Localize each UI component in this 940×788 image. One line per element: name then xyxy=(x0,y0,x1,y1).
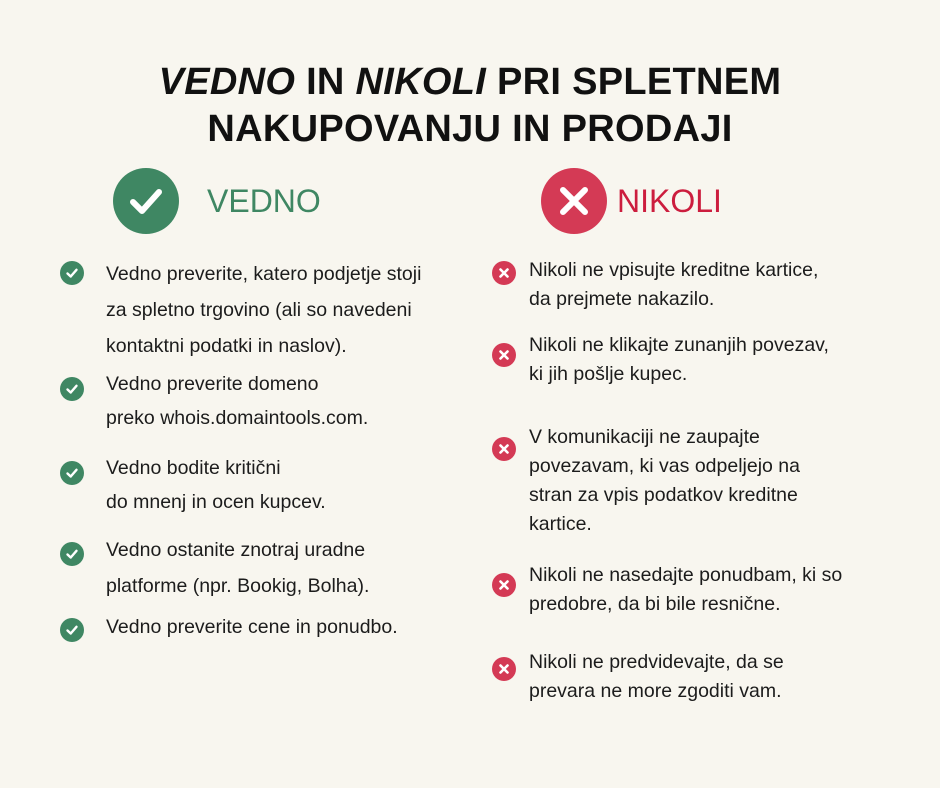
never-item xyxy=(492,426,909,539)
always-item xyxy=(60,373,461,435)
never-column-header xyxy=(541,168,722,234)
always-item xyxy=(60,614,461,642)
title-rest: PRI SPLETNEM xyxy=(496,61,782,104)
check-icon xyxy=(60,461,84,485)
title-word-in: IN xyxy=(306,61,345,104)
never-item xyxy=(492,257,909,314)
never-item-text: Nikoli ne predvidevajte, da se prevara ne more zgoditi vam. xyxy=(529,651,784,702)
cross-icon xyxy=(492,261,516,285)
cross-icon xyxy=(492,437,516,461)
always-item-text: Vedno preverite, katero podjetje stoji za spletno trgovino (ali so navedeni kontaktni podatki in naslov). xyxy=(106,263,422,357)
title-word-always: VEDNO xyxy=(158,61,296,104)
cross-circle-icon xyxy=(541,168,607,234)
cross-icon xyxy=(492,657,516,681)
always-column-label: VEDNO xyxy=(207,182,321,219)
never-item xyxy=(492,653,909,706)
always-item xyxy=(60,257,461,364)
never-item-text: Nikoli ne nasedajte ponudbam, ki so predobre, da bi bile resnične. xyxy=(529,564,843,615)
always-item-text: Vedno ostanite znotraj uradne platforme (npr. Bookig, Bolha). xyxy=(106,539,370,597)
never-item-text: Nikoli ne klikajte zunanjih povezav, ki jih pošlje kupec. xyxy=(529,334,829,385)
cross-icon xyxy=(492,573,516,597)
check-icon xyxy=(60,618,84,642)
always-item-text: Vedno preverite domeno preko whois.domaintools.com. xyxy=(106,373,369,429)
check-icon xyxy=(60,542,84,566)
cross-icon xyxy=(492,343,516,367)
always-item xyxy=(60,538,461,604)
always-item-text: Vedno preverite cene in ponudbo. xyxy=(106,616,398,638)
checkmark-circle-icon xyxy=(113,168,179,234)
never-item-text: Nikoli ne vpisujte kreditne kartice, da prejmete nakazilo. xyxy=(529,259,819,310)
page-title xyxy=(0,59,940,153)
never-item xyxy=(492,564,909,619)
always-item xyxy=(60,457,461,519)
title-word-never: NIKOLI xyxy=(355,61,487,104)
always-item-text: Vedno bodite kritični do mnenj in ocen kupcev. xyxy=(106,457,326,513)
check-icon xyxy=(60,261,84,285)
never-item xyxy=(492,334,909,389)
never-column-label: NIKOLI xyxy=(617,182,722,219)
always-column-header xyxy=(113,168,321,234)
check-icon xyxy=(60,377,84,401)
title-line-2: NAKUPOVANJU IN PRODAJI xyxy=(207,108,733,151)
never-item-text: V komunikaciji ne zaupajte povezavam, ki vas odpeljejo na stran za vpis podatkov kreditne kartice. xyxy=(529,426,800,535)
title-line-1 xyxy=(0,59,940,106)
